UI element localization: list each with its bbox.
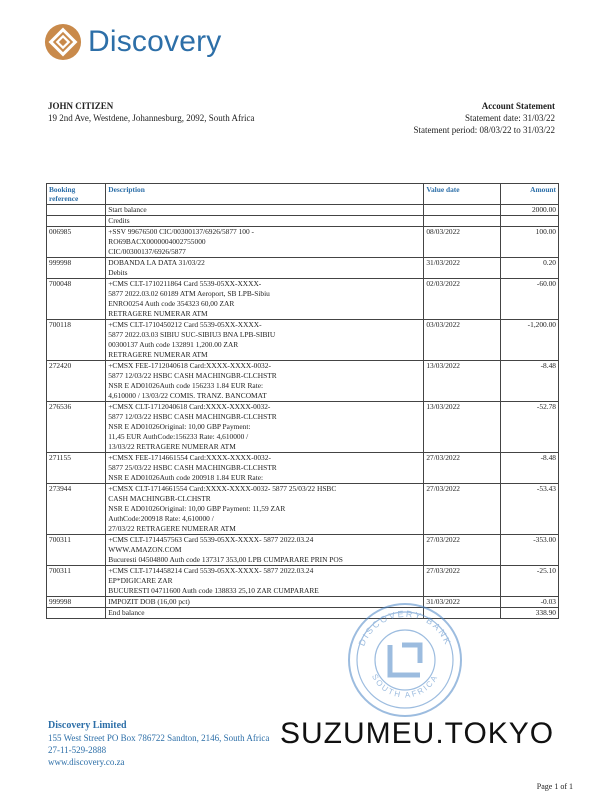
description-line: +CMS CLT-1710211864 Card 5539-05XX-XXXX- — [108, 279, 262, 288]
cell-amount: 0.20 — [500, 258, 558, 279]
description-line: +CMSX CLT-1712040618 Card:XXXX-XXXX-0032- — [108, 402, 271, 411]
table-row — [47, 227, 559, 258]
cell-amount: -8.48 — [500, 453, 558, 484]
description-line: 11,45 EUR AuthCode:156233 Rate: 4,610000 / — [108, 432, 249, 441]
description-line: +CMSX FEE-1714661554 Card:XXXX-XXXX-0032- — [108, 453, 271, 462]
cell-description — [106, 453, 424, 484]
cell-amount: -25.10 — [500, 566, 558, 597]
table-row — [47, 453, 559, 484]
cell-value-date: 27/03/2022 — [424, 566, 500, 597]
discovery-diamond-icon — [44, 23, 82, 61]
stamp-emblem-icon — [390, 645, 420, 675]
holder-address: 19 2nd Ave, Westdene, Johannesburg, 2092, South Africa — [48, 113, 255, 123]
table-header-row — [47, 184, 559, 205]
cell-booking-reference: 276536 — [47, 402, 106, 453]
description-line: WWW.AMAZON.COM — [108, 545, 182, 554]
stamp-text-top: DISCOVERY BANK — [356, 608, 454, 648]
holder-name: JOHN CITIZEN — [48, 101, 114, 111]
cell-value-date — [424, 205, 500, 216]
description-line: +CMS CLT-1710450212 Card 5539-05XX-XXXX- — [108, 320, 262, 329]
cell-description — [106, 535, 424, 566]
cell-amount: -52.78 — [500, 402, 558, 453]
cell-description — [106, 320, 424, 361]
description-line: 5877 12/03/22 HSBC CASH MACHINGBR-CLCHSTR — [108, 412, 277, 421]
cell-value-date: 27/03/2022 — [424, 453, 500, 484]
cell-amount: -60.00 — [500, 279, 558, 320]
description-line: 5877 2022.03.02 60189 ATM Aeroport, SB LPB-Sibiu — [108, 289, 270, 298]
description-line: Start balance — [108, 205, 147, 214]
description-line: 5877 25/03/22 HSBC CASH MACHINGBR-CLCHSTR — [108, 463, 277, 472]
cell-value-date: 31/03/2022 — [424, 597, 500, 608]
cell-amount: -53.43 — [500, 484, 558, 535]
cell-description — [106, 227, 424, 258]
statement-date: Statement date: 31/03/22 — [465, 113, 555, 123]
description-line: NSR E AD01026Original: 10,00 GBP Payment: — [108, 422, 251, 431]
table-row — [47, 205, 559, 216]
cell-booking-reference: 700311 — [47, 566, 106, 597]
cell-booking-reference: 999998 — [47, 258, 106, 279]
header-value-date: Value date — [424, 184, 500, 205]
table-row — [47, 216, 559, 227]
bank-stamp — [340, 600, 470, 720]
account-holder — [48, 100, 255, 124]
description-line: Debits — [108, 268, 128, 277]
cell-amount: 2000.00 — [500, 205, 558, 216]
description-line: EP*DIGICARE ZAR — [108, 576, 173, 585]
table-row — [47, 535, 559, 566]
table-row — [47, 402, 559, 453]
cell-booking-reference — [47, 216, 106, 227]
stamp-text-bottom: SOUTH AFRICA — [370, 672, 440, 700]
description-line: ENRO0254 Auth code 354323 60,00 ZAR — [108, 299, 235, 308]
cell-description — [106, 279, 424, 320]
cell-value-date: 03/03/2022 — [424, 320, 500, 361]
description-line: Credits — [108, 216, 130, 225]
table-row — [47, 258, 559, 279]
description-line: AuthCode:200918 Rate: 4,610000 / — [108, 514, 214, 523]
cell-description — [106, 216, 424, 227]
footer — [48, 720, 269, 768]
cell-description — [106, 205, 424, 216]
cell-amount: 100.00 — [500, 227, 558, 258]
cell-value-date: 08/03/2022 — [424, 227, 500, 258]
cell-amount — [500, 216, 558, 227]
description-line: NSR E AD01026Auth code 200918 1.84 EUR Rate: — [108, 473, 264, 482]
description-line: IMPOZIT DOB (16,00 pct) — [108, 597, 190, 606]
cell-amount: 338.90 — [500, 608, 558, 619]
description-line: NSR E AD01026Original: 10,00 GBP Payment: 11,59 ZAR — [108, 504, 286, 513]
statement-title: Account Statement — [481, 101, 555, 111]
table-row — [47, 597, 559, 608]
table-row — [47, 279, 559, 320]
cell-booking-reference: 700118 — [47, 320, 106, 361]
cell-booking-reference: 271155 — [47, 453, 106, 484]
cell-booking-reference: 700048 — [47, 279, 106, 320]
cell-booking-reference — [47, 205, 106, 216]
description-line: RETRAGERE NUMERAR ATM — [108, 350, 208, 359]
cell-description — [106, 402, 424, 453]
cell-description — [106, 566, 424, 597]
cell-booking-reference: 006985 — [47, 227, 106, 258]
description-line: CIC/00300137/6926/5877 — [108, 247, 186, 256]
description-line: Bucuresti 04504800 Auth code 137317 353,00 LPB CUMPARARE PRIN POS — [108, 555, 343, 564]
cell-value-date: 13/03/2022 — [424, 402, 500, 453]
description-line: NSR E AD01026Auth code 156233 1.84 EUR Rate: — [108, 381, 264, 390]
footer-company: Discovery Limited — [48, 720, 127, 731]
statement-period: Statement period: 08/03/22 to 31/03/22 — [413, 125, 555, 135]
header-description: Description — [106, 184, 424, 205]
cell-value-date: 02/03/2022 — [424, 279, 500, 320]
watermark-text: SUZUMEU.TOKYO — [280, 717, 555, 750]
description-line: 5877 2022.03.03 SIBIU SUC-SIBIU3 BNA LPB-SIBIU — [108, 330, 276, 339]
brand-name: Discovery — [88, 25, 222, 58]
header-amount: Amount — [500, 184, 558, 205]
table-row — [47, 320, 559, 361]
cell-booking-reference: 999998 — [47, 597, 106, 608]
description-line: 13/03/22 RETRAGERE NUMERAR ATM — [108, 442, 236, 451]
description-line: RO69BACX0000004002755000 — [108, 237, 206, 246]
page-number: Page 1 of 1 — [536, 782, 573, 791]
statement-info — [414, 100, 556, 136]
cell-booking-reference: 700311 — [47, 535, 106, 566]
cell-value-date — [424, 216, 500, 227]
description-line: +CMS CLT-1714458214 Card 5539-05XX-XXXX- 5877 2022.03.24 — [108, 566, 314, 575]
cell-value-date: 27/03/2022 — [424, 484, 500, 535]
cell-amount: -8.48 — [500, 361, 558, 402]
footer-phone: 27-11-529-2888 — [48, 745, 107, 755]
description-line: BUCURESTI 04711600 Auth code 138833 25,10 ZAR CUMPARARE — [108, 586, 319, 595]
description-line: 27/03/22 RETRAGERE NUMERAR ATM — [108, 524, 236, 533]
cell-amount: -1,200.00 — [500, 320, 558, 361]
cell-amount: -353.00 — [500, 535, 558, 566]
header-booking-reference: Booking reference — [47, 184, 106, 205]
description-line: 4,610000 / 13/03/22 COMIS. TRANZ. BANCOMAT — [108, 391, 267, 400]
table-row — [47, 608, 559, 619]
cell-description — [106, 361, 424, 402]
table-row — [47, 566, 559, 597]
cell-description — [106, 258, 424, 279]
table-row — [47, 361, 559, 402]
description-line: +SSV 99676500 CIC/00300137/6926/5877 100 - — [108, 227, 254, 236]
description-line: +CMSX CLT-1714661554 Card:XXXX-XXXX-0032- 5877 25/03/22 HSBC — [108, 484, 337, 493]
description-line: DOBANDA LA DATA 31/03/22 — [108, 258, 205, 267]
description-line: RETRAGERE NUMERAR ATM — [108, 309, 208, 318]
table-row — [47, 484, 559, 535]
description-line: CASH MACHINGBR-CLCHSTR — [108, 494, 211, 503]
cell-value-date: 31/03/2022 — [424, 258, 500, 279]
cell-value-date: 13/03/2022 — [424, 361, 500, 402]
cell-booking-reference: 272420 — [47, 361, 106, 402]
footer-address: 155 West Street PO Box 786722 Sandton, 2146, South Africa — [48, 733, 270, 743]
cell-booking-reference — [47, 608, 106, 619]
cell-amount: -0.03 — [500, 597, 558, 608]
cell-value-date: 27/03/2022 — [424, 535, 500, 566]
description-line: +CMSX FEE-1712040618 Card:XXXX-XXXX-0032- — [108, 361, 271, 370]
description-line: +CMS CLT-1714457563 Card 5539-05XX-XXXX- 5877 2022.03.24 — [108, 535, 314, 544]
footer-website: www.discovery.co.za — [48, 757, 125, 767]
cell-description — [106, 484, 424, 535]
description-line: 5877 12/03/22 HSBC CASH MACHINGBR-CLCHSTR — [108, 371, 277, 380]
discovery-logo — [44, 22, 222, 62]
description-line: End balance — [108, 608, 145, 617]
cell-booking-reference: 273944 — [47, 484, 106, 535]
transactions-table — [46, 183, 559, 619]
description-line: 00300137 Auth code 132891 1,200.00 ZAR — [108, 340, 239, 349]
